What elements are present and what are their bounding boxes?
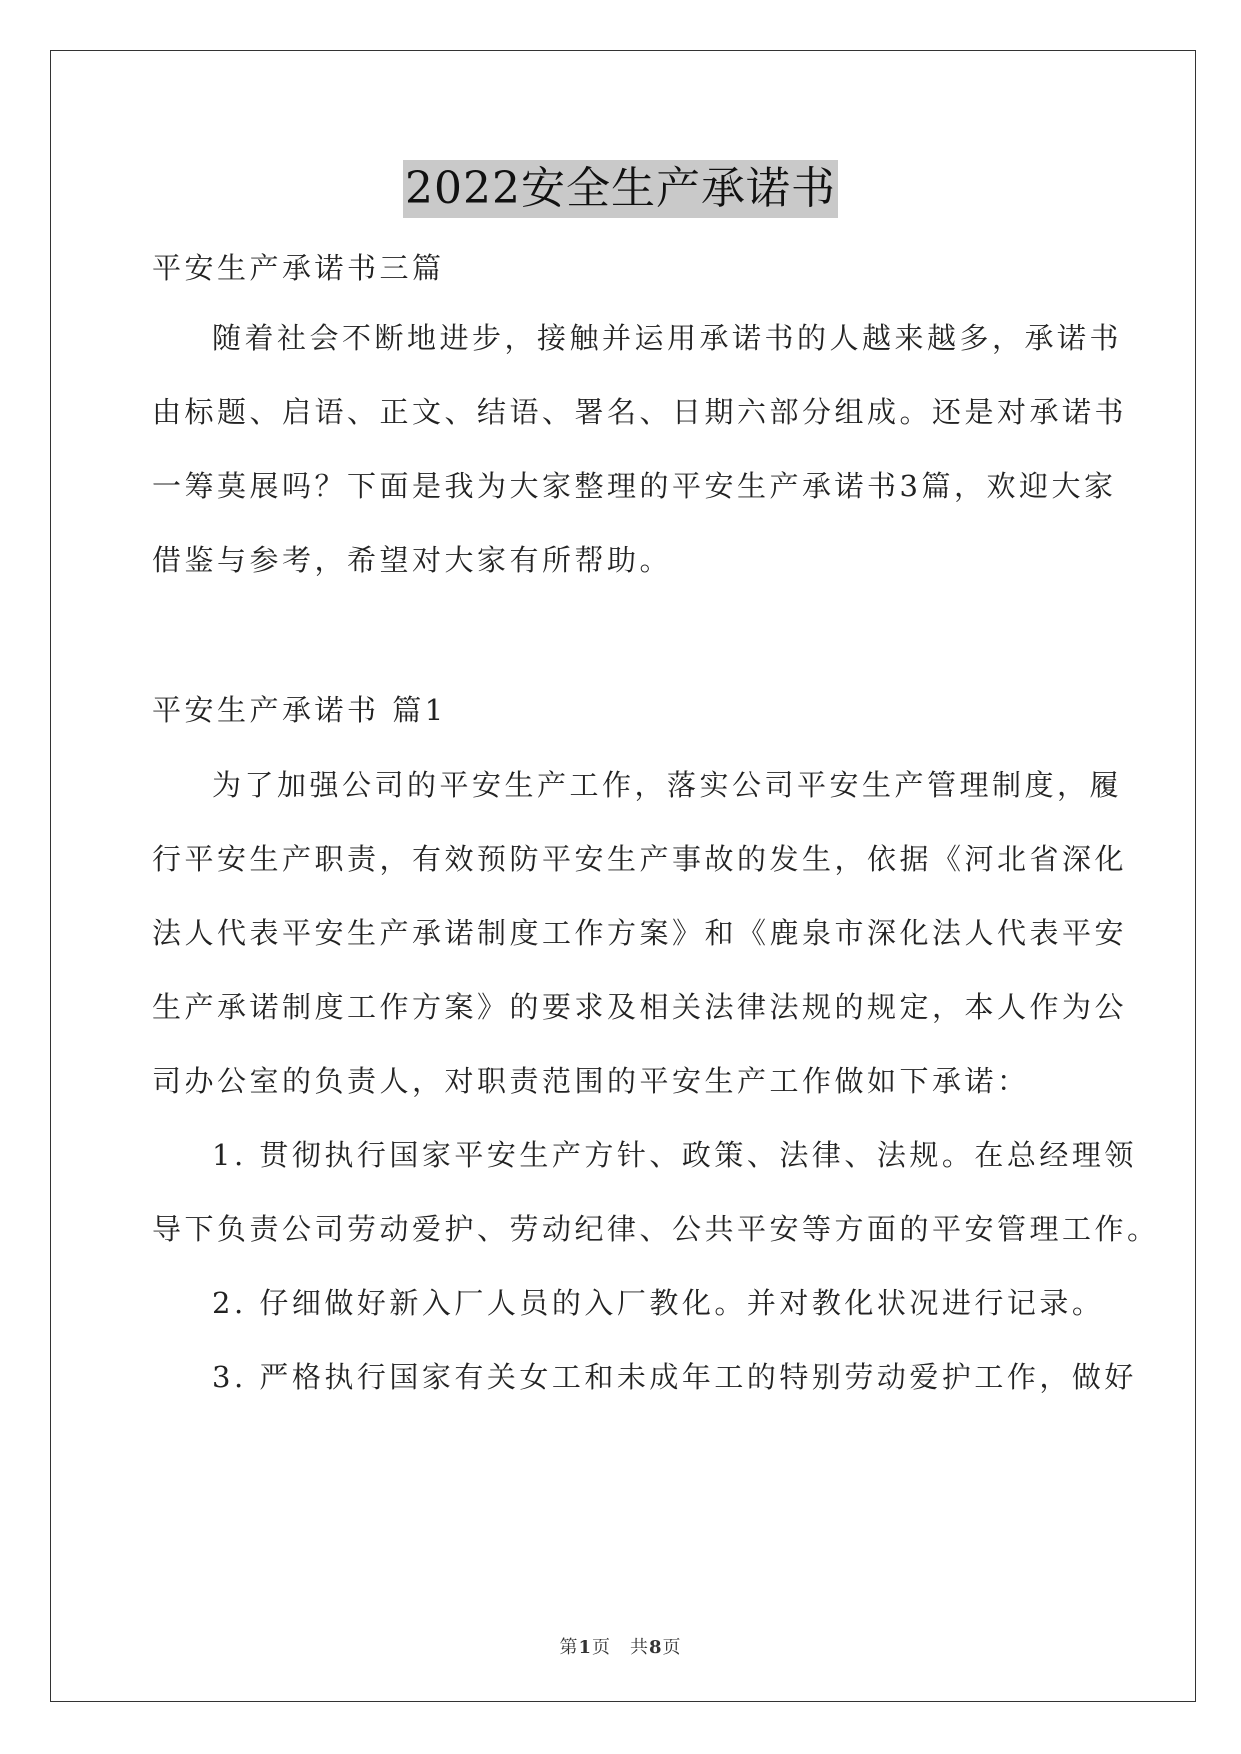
paragraph-line: 为了加强公司的平安生产工作，落实公司平安生产管理制度，履 [212,768,1123,802]
page-footer [0,1636,1241,1660]
list-item-line: 2. 仔细做好新入厂人员的入厂教化。并对教化状况进行记录。 [212,1286,1105,1320]
paragraph-line: 借鉴与参考，希望对大家有所帮助。 [152,543,673,577]
list-item-line: 导下负责公司劳动爱护、劳动纪律、公共平安等方面的平安管理工作。 [152,1212,1160,1246]
paragraph-line: 行平安生产职责，有效预防平安生产事故的发生，依据《河北省深化 [152,842,1128,876]
footer-mid: 页 共 [592,1637,649,1658]
paragraph-line: 随着社会不断地进步，接触并运用承诺书的人越来越多，承诺书 [212,321,1123,355]
footer-current-page: 1 [578,1637,592,1658]
footer-prefix: 第 [559,1637,579,1658]
section-heading: 平安生产承诺书 篇1 [152,693,447,727]
paragraph-line: 法人代表平安生产承诺制度工作方案》和《鹿泉市深化法人代表平安 [152,916,1128,950]
list-item-line: 3. 严格执行国家有关女工和未成年工的特别劳动爱护工作，做好 [212,1360,1137,1394]
subtitle-line: 平安生产承诺书三篇 [152,251,445,285]
title-container [0,160,1241,218]
footer-total-pages: 8 [649,1637,663,1658]
list-item-line: 1. 贯彻执行国家平安生产方针、政策、法律、法规。在总经理领 [212,1138,1137,1172]
paragraph-line: 由标题、启语、正文、结语、署名、日期六部分组成。还是对承诺书 [152,395,1128,429]
footer-suffix: 页 [662,1637,682,1658]
paragraph-line: 司办公室的负责人，对职责范围的平安生产工作做如下承诺： [152,1064,1030,1098]
paragraph-line: 一筹莫展吗？下面是我为大家整理的平安生产承诺书3篇，欢迎大家 [152,469,1117,503]
paragraph-line: 生产承诺制度工作方案》的要求及相关法律法规的规定，本人作为公 [152,990,1128,1024]
document-title: 2022安全生产承诺书 [403,160,838,218]
